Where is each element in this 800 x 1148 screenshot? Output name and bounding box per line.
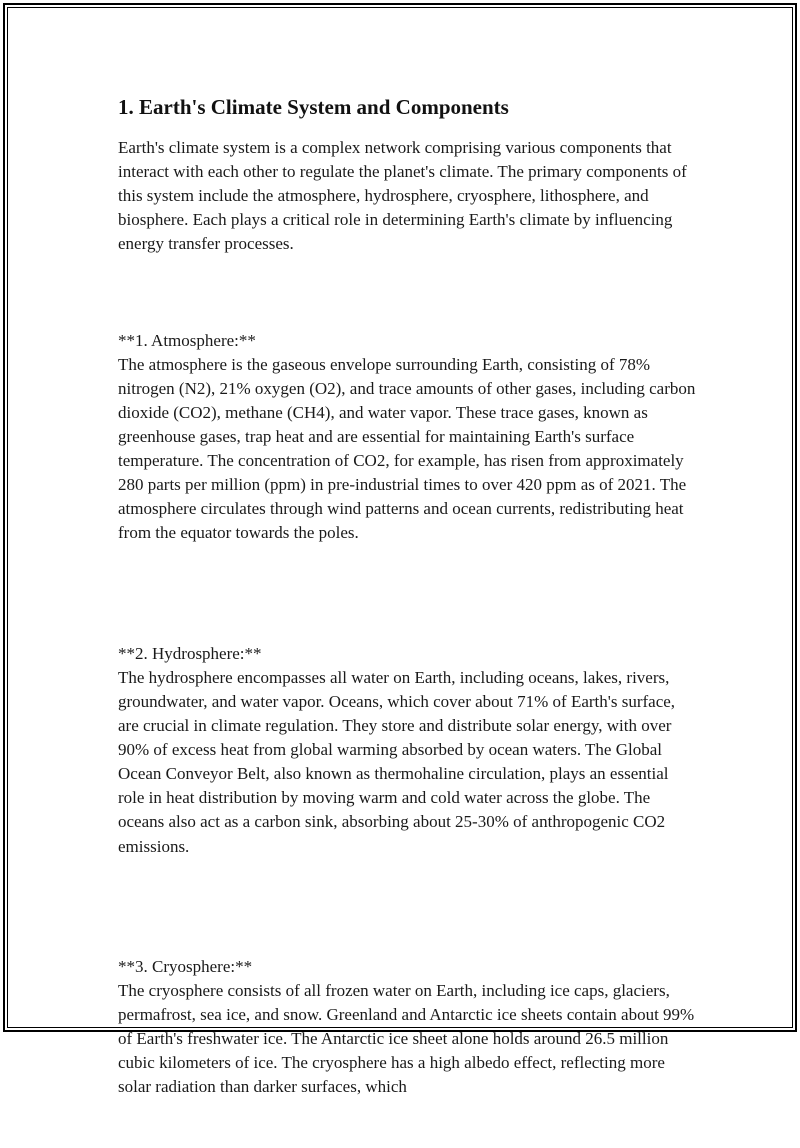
intro-paragraph: Earth's climate system is a complex network comprising various components that interact with each other to regulate the planet's climate. The primary components of this system include the atmosphere, hydrosphere, cryosphere, lithosphere, and biosphere. Each plays a critical role in determining Earth's climate by influencing energy transfer processes. — [118, 138, 691, 254]
cryosphere-title: **3. Cryosphere:** — [118, 956, 253, 976]
hydrosphere-section — [118, 594, 698, 883]
atmosphere-section — [118, 280, 698, 569]
section-heading: 1. Earth's Climate System and Components — [118, 95, 509, 119]
cryosphere-section — [118, 907, 698, 1124]
hydrosphere-body: The hydrosphere encompasses all water on Earth, including oceans, lakes, rivers, groundwater, and water vapor. Oceans, which cover about 71% of Earth's surface, are crucial in climate regulation. They store and distribute solar energy, with over 90% of excess heat from global warming absorbed by ocean waters. The Global Ocean Conveyor Belt, also known as thermohaline circulation, plays an essential role in heat distribution by moving warm and cold water across the globe. The oceans also act as a carbon sink, absorbing about 25-30% of anthropogenic CO2 emissions. — [118, 667, 680, 856]
document-body — [118, 94, 698, 1148]
hydrosphere-title: **2. Hydrosphere:** — [118, 643, 262, 663]
atmosphere-title: **1. Atmosphere:** — [118, 330, 256, 350]
cryosphere-body: The cryosphere consists of all frozen water on Earth, including ice caps, glaciers, permafrost, sea ice, and snow. Greenland and Antarctic ice sheets contain about 99% of Earth's freshwater ice. The Antarctic ice sheet alone holds around 26.5 million cubic kilometers of ice. The cryosphere has a high albedo effect, reflecting more solar radiation than darker surfaces, which — [118, 981, 699, 1097]
atmosphere-body: The atmosphere is the gaseous envelope surrounding Earth, consisting of 78% nitrogen (N2), 21% oxygen (O2), and trace amounts of other gases, including carbon dioxide (CO2), methane (CH4), and water vapor. These trace gases, known as greenhouse gases, trap heat and are essential for maintaining Earth's surface temperature. The concentration of CO2, for example, has risen from approximately 280 parts per million (ppm) in pre-industrial times to over 420 ppm as of 2021. The atmosphere circulates through wind patterns and ocean currents, redistributing heat from the equator towards the poles. — [118, 354, 700, 543]
